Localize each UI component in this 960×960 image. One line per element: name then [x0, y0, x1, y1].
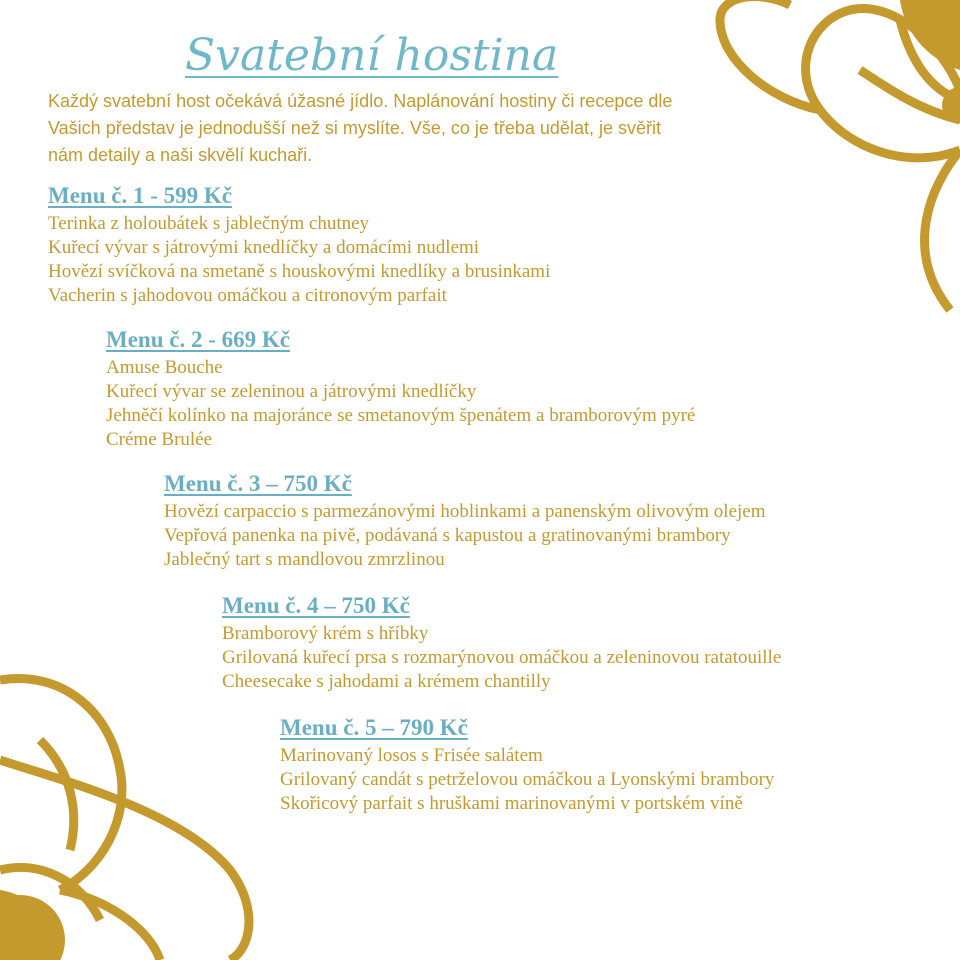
menu-item: Kuřecí vývar s játrovými knedlíčky a domácími nudlemi	[48, 237, 480, 258]
menu-item: Grilovaný candát s petrželovou omáčkou a Lyonskými brambory	[280, 769, 775, 790]
menu-item: Jehněčí kolínko na majoránce se smetanovým špenátem a bramborovým pyré	[106, 405, 696, 426]
menu-items	[48, 212, 550, 308]
page-title: Svatební hostina	[185, 30, 559, 81]
menu-item: Bramborový krém s hříbky	[222, 623, 429, 644]
menu-item: Cheesecake s jahodami a krémem chantilly	[222, 671, 551, 692]
menu-heading: Menu č. 2 - 669 Kč	[106, 327, 290, 352]
menu-items	[164, 500, 766, 572]
menu-item: Hovězí carpaccio s parmezánovými hoblinkami a panenským olivovým olejem	[164, 501, 766, 522]
menu-item: Kuřecí vývar se zeleninou a játrovými knedlíčky	[106, 381, 477, 402]
menu-item: Hovězí svíčková na smetaně s houskovými knedlíky a brusinkami	[48, 261, 551, 282]
menu-item: Skořicový parfait s hruškami marinovanými v portském víně	[280, 793, 743, 814]
menu-item: Terinka z holoubátek s jablečným chutney	[48, 213, 370, 234]
intro-paragraph: Každý svatební host očekává úžasné jídlo. Naplánování hostiny či recepce dle Vašich představ je jednodušší než si myslíte. Vše, co je třeba udělat, je svěřit nám detaily a naši skvělí kuchaři.	[48, 91, 673, 165]
menu-item: Grilovaná kuřecí prsa s rozmarýnovou omáčkou a zeleninovou ratatouille	[222, 647, 782, 668]
menu-section-1	[48, 182, 550, 308]
menu-item: Marinovaný losos s Frisée salátem	[280, 745, 543, 766]
menu-items	[222, 622, 781, 694]
menu-section-5	[280, 714, 774, 816]
menu-heading: Menu č. 3 – 750 Kč	[164, 471, 352, 496]
menu-item: Vepřová panenka na pivě, podávaná s kapustou a gratinovanými brambory	[164, 525, 731, 546]
menu-section-3	[164, 470, 766, 572]
menu-section-2	[106, 326, 695, 452]
menu-items	[280, 744, 774, 816]
menu-item: Vacherin s jahodovou omáčkou a citronovým parfait	[48, 285, 447, 306]
menu-heading: Menu č. 5 – 790 Kč	[280, 715, 468, 740]
menu-item: Jablečný tart s mandlovou zmrzlinou	[164, 549, 445, 570]
menu-heading: Menu č. 1 - 599 Kč	[48, 183, 232, 208]
menu-item: Amuse Bouche	[106, 357, 223, 378]
menu-heading: Menu č. 4 – 750 Kč	[222, 593, 410, 618]
menu-section-4	[222, 592, 781, 694]
flower-ornament-icon	[660, 0, 960, 320]
menu-items	[106, 356, 695, 452]
menu-item: Créme Brulée	[106, 429, 213, 450]
